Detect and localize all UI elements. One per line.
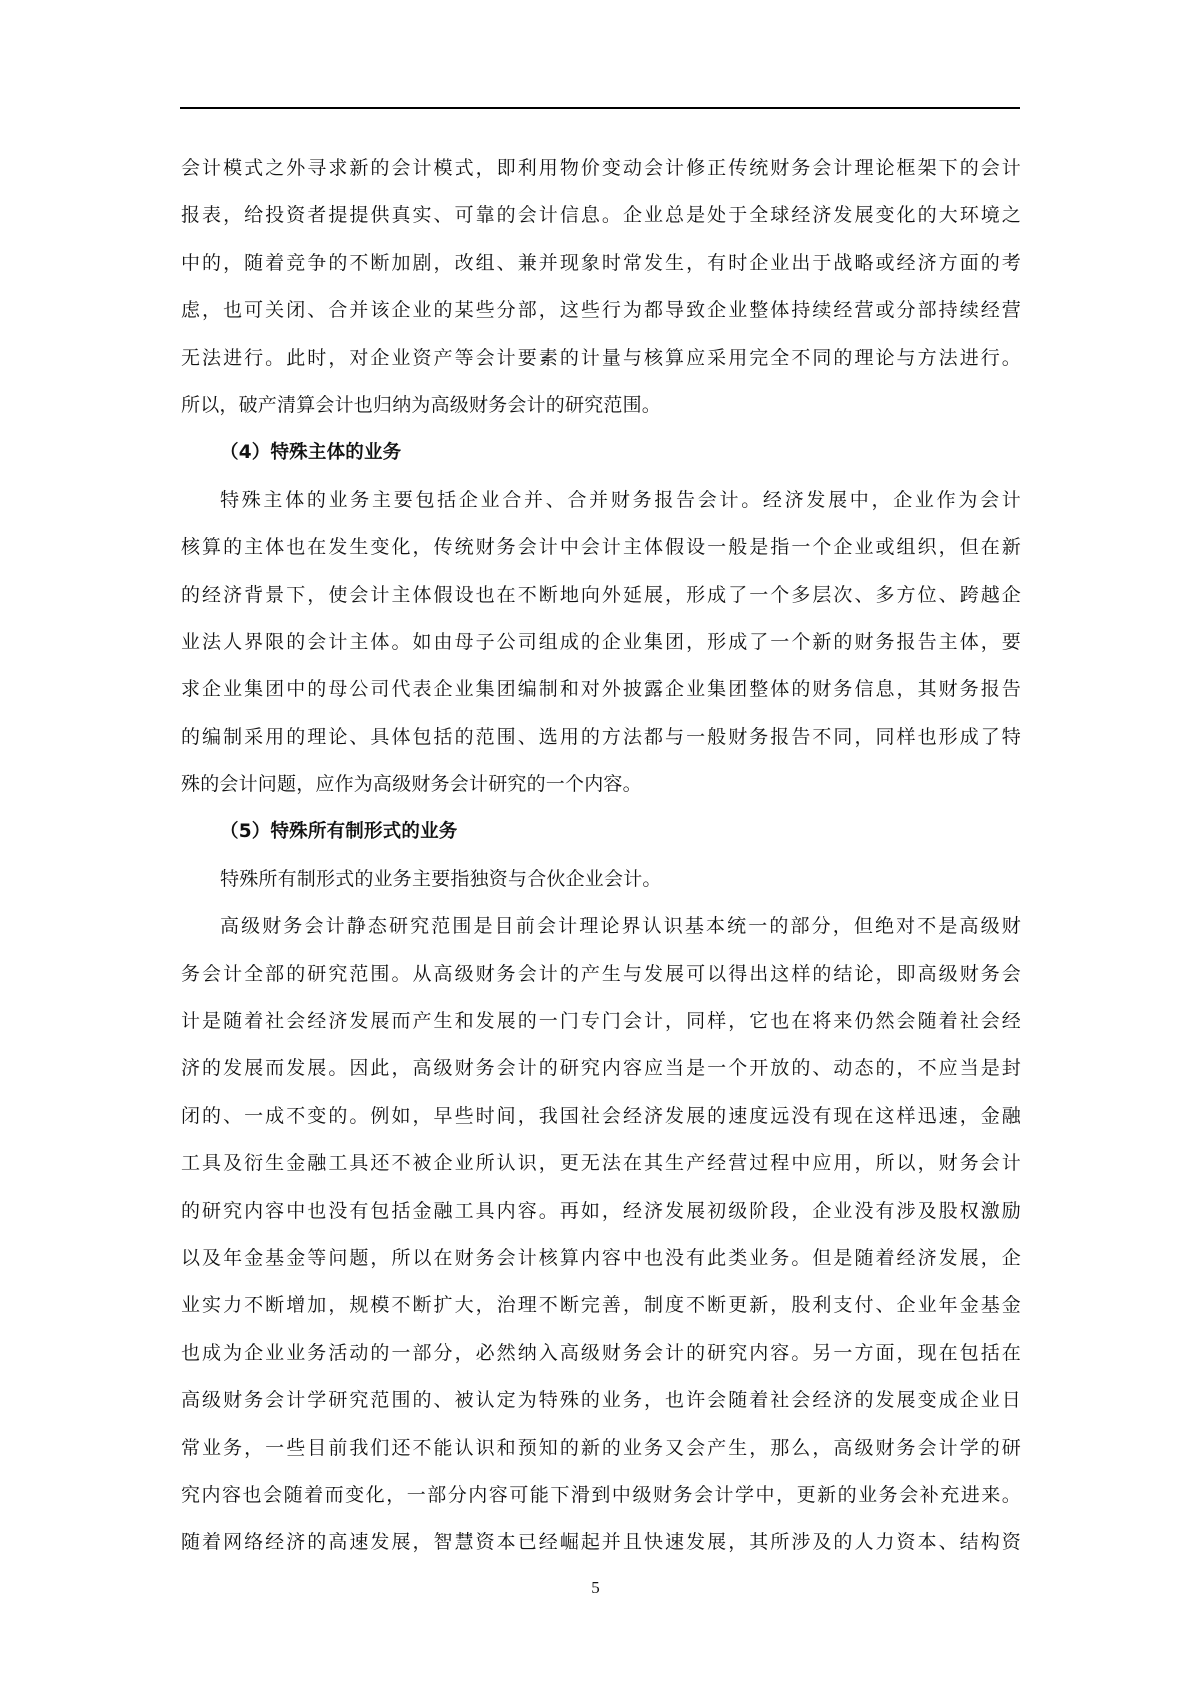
text-line: 会计模式之外寻求新的会计模式，即利用物价变动会计修正传统财务会计理论框架下的会计 (181, 157, 1021, 179)
text-line: 报表，给投资者提提供真实、可靠的会计信息。企业总是处于全球经济发展变化的大环境之 (181, 204, 1021, 227)
text-line: 特殊所有制形式的业务主要指独资与合伙企业会计。 (220, 867, 662, 890)
text-line: 究内容也会随着而变化，一部分内容可能下滑到中级财务会计学中，更新的业务会补充进来。 (181, 1483, 1021, 1506)
text-line: 闭的、一成不变的。例如，早些时间，我国社会经济发展的速度远没有现在这样迅速，金融 (181, 1104, 1021, 1127)
text-line: 的编制采用的理论、具体包括的范围、选用的方法都与一般财务报告不同，同样也形成了特 (181, 725, 1021, 748)
text-line: 特殊主体的业务主要包括企业合并、合并财务报告会计。经济发展中，企业作为会计 (220, 488, 1021, 511)
text-line: 常业务，一些目前我们还不能认识和预知的新的业务又会产生，那么，高级财务会计学的研 (181, 1436, 1021, 1459)
page-body (181, 145, 1021, 1567)
text-line: 随着网络经济的高速发展，智慧资本已经崛起并且快速发展，其所涉及的人力资本、结构资 (181, 1531, 1021, 1554)
paragraph-special-entity (181, 477, 1021, 809)
header-rule (180, 107, 1020, 109)
text-line: 务会计全部的研究范围。从高级财务会计的产生与发展可以得出这样的结论，即高级财务会 (181, 962, 1021, 985)
text-line: 业实力不断增加，规模不断扩大，治理不断完善，制度不断更新，股利支付、企业年金基金 (181, 1294, 1021, 1317)
text-line: 业法人界限的会计主体。如由母子公司组成的企业集团，形成了一个新的财务报告主体，要 (181, 630, 1021, 653)
page-number: 5 (591, 1578, 600, 1597)
paragraph-bankruptcy-accounting (181, 145, 1021, 429)
section-heading-special-entity: （4）特殊主体的业务 (220, 442, 402, 464)
paragraph-static-research-scope (181, 903, 1021, 1566)
section-heading-special-ownership: （5）特殊所有制形式的业务 (220, 821, 458, 843)
text-line: 的研究内容中也没有包括金融工具内容。再如，经济发展初级阶段，企业没有涉及股权激励 (181, 1199, 1021, 1222)
text-line: 以及年金基金等问题，所以在财务会计核算内容中也没有此类业务。但是随着经济发展，企 (181, 1246, 1021, 1269)
text-line: 求企业集团中的母公司代表企业集团编制和对外披露企业集团整体的财务信息，其财务报告 (181, 678, 1021, 701)
text-line: 中的，随着竞争的不断加剧，改组、兼并现象时常发生，有时企业出于战略或经济方面的考 (181, 251, 1021, 274)
text-line: 高级财务会计静态研究范围是目前会计理论界认识基本统一的部分，但绝对不是高级财 (220, 915, 1021, 938)
text-line: 计是随着社会经济发展而产生和发展的一门专门会计，同样，它也在将来仍然会随着社会经 (181, 1010, 1021, 1033)
text-line: 无法进行。此时，对企业资产等会计要素的计量与核算应采用完全不同的理论与方法进行。 (181, 346, 1021, 369)
text-line: 工具及衍生金融工具还不被企业所认识，更无法在其生产经营过程中应用，所以，财务会计 (181, 1152, 1021, 1175)
text-line: 所以，破产清算会计也归纳为高级财务会计的研究范围。 (181, 393, 662, 416)
text-line: 虑，也可关闭、合并该企业的某些分部，这些行为都导致企业整体持续经营或分部持续经营 (181, 299, 1021, 322)
text-line: 济的发展而发展。因此，高级财务会计的研究内容应当是一个开放的、动态的，不应当是封 (181, 1057, 1021, 1080)
text-line: 高级财务会计学研究范围的、被认定为特殊的业务，也许会随着社会经济的发展变成企业日 (181, 1389, 1021, 1412)
text-line: 的经济背景下，使会计主体假设也在不断地向外延展，形成了一个多层次、多方位、跨越企 (181, 583, 1021, 606)
text-line: 殊的会计问题，应作为高级财务会计研究的一个内容。 (181, 773, 642, 796)
text-line: 也成为企业业务活动的一部分，必然纳入高级财务会计的研究内容。另一方面，现在包括在 (181, 1341, 1021, 1364)
paragraph-special-ownership (181, 856, 1021, 903)
text-line: 核算的主体也在发生变化，传统财务会计中会计主体假设一般是指一个企业或组织，但在新 (181, 536, 1021, 559)
